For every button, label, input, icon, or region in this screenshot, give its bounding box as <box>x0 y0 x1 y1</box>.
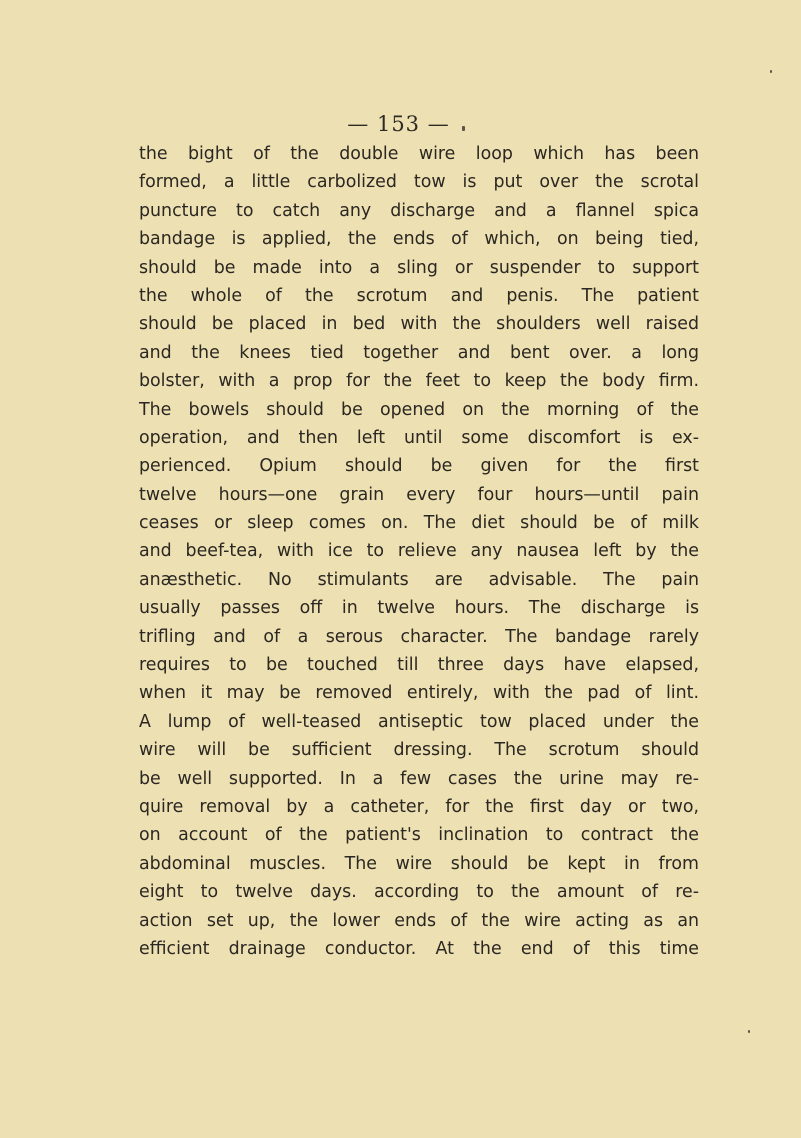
ink-speck <box>770 70 772 73</box>
text-line: on account of the patient's inclination to contract the <box>139 825 699 846</box>
text-line: abdominal muscles. The wire should be kept in from <box>139 853 699 874</box>
text-line: should be made into a sling or suspender to support <box>139 257 699 278</box>
text-line: A lump of well-teased antiseptic tow placed under the <box>139 711 699 732</box>
text-line: perienced. Opium should be given for the first <box>139 456 699 477</box>
text-line: wire will be sufficient dressing. The scrotum should <box>139 740 699 761</box>
text-line: quire removal by a catheter, for the first day or two, <box>139 796 699 817</box>
text-line: operation, and then left until some discomfort is ex- <box>139 427 699 448</box>
page-number: — 153 — <box>347 112 450 136</box>
text-line: anæsthetic. No stimulants are advisable. The pain <box>139 569 699 590</box>
text-line: the bight of the double wire loop which has been <box>139 144 699 164</box>
ink-speck <box>748 1030 750 1033</box>
text-line: puncture to catch any discharge and a flannel spica <box>139 200 699 221</box>
ink-speck <box>462 126 465 131</box>
text-line: action set up, the lower ends of the wire acting as an <box>139 910 699 931</box>
text-line: the whole of the scrotum and penis. The patient <box>139 285 699 306</box>
body-text <box>139 140 699 963</box>
text-line: bolster, with a prop for the feet to keep the body firm. <box>139 371 699 392</box>
text-line: twelve hours—one grain every four hours—until pain <box>139 484 699 505</box>
text-line: requires to be touched till three days have elapsed, <box>139 655 699 676</box>
text-line: should be placed in bed with the shoulders well raised <box>139 314 699 335</box>
text-line: and the knees tied together and bent over. a long <box>139 342 699 363</box>
text-line: be well supported. In a few cases the urine may re- <box>139 768 699 789</box>
text-line: and beef-tea, with ice to relieve any nausea left by the <box>139 541 699 562</box>
text-line: bandage is applied, the ends of which, on being tied, <box>139 229 699 250</box>
text-line: usually passes off in twelve hours. The discharge is <box>139 598 699 619</box>
text-line: The bowels should be opened on the morning of the <box>139 399 699 420</box>
text-line: when it may be removed entirely, with the pad of lint. <box>139 683 699 704</box>
text-line: efficient drainage conductor. At the end of this time <box>139 938 699 959</box>
text-line: trifling and of a serous character. The bandage rarely <box>139 626 699 647</box>
text-line: ceases or sleep comes on. The diet should be of milk <box>139 513 699 534</box>
text-line: eight to twelve days. according to the amount of re- <box>139 882 699 903</box>
text-line: formed, a little carbolized tow is put over the scrotal <box>139 172 699 193</box>
